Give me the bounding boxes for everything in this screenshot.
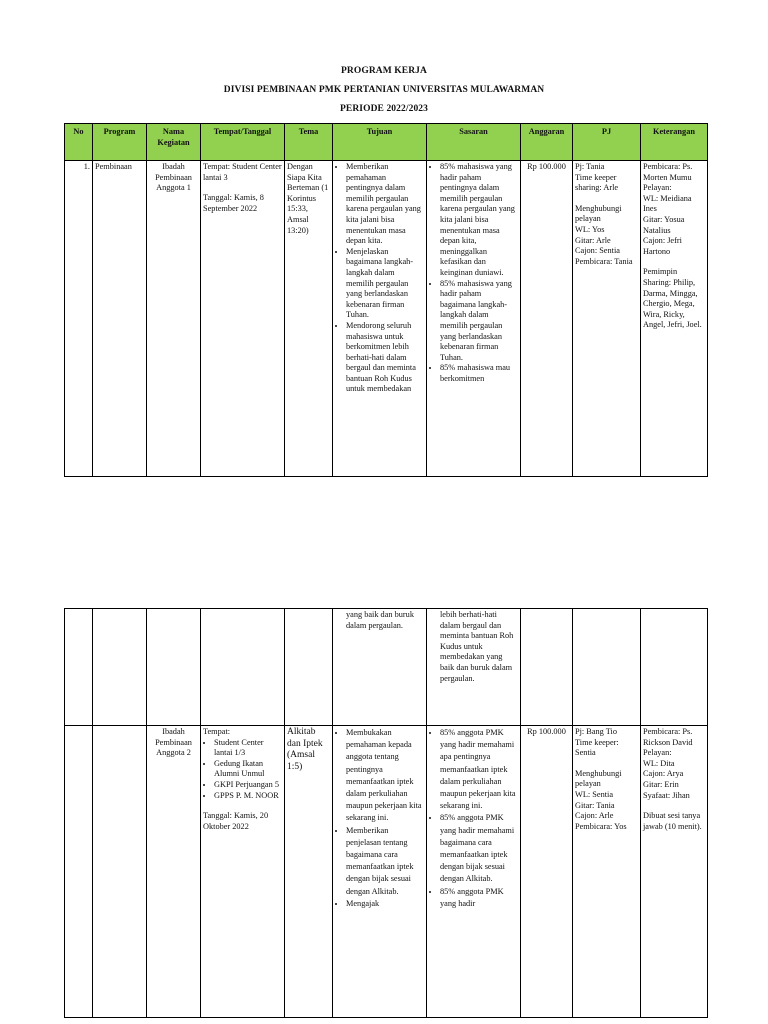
- table-row-continued: [65, 609, 708, 726]
- pj-line: Pembicara: Yos: [575, 821, 627, 831]
- list-item: • 85% mahasiswa yang hadir paham pentingnya dalam memilih pergaulan karena pergaulan yang kita jalani bisa menentukan masa depan kita, meninggalkan kefasikan dan keinginan duniawi.: [440, 162, 518, 279]
- keterangan-line: Dibuat sesi tanya jawab (10 menit).: [643, 811, 702, 831]
- header-tema: Tema: [285, 124, 333, 161]
- list-item: • Menjelaskan bagaimana langkah-langkah dalam memilih pergaulan yang berlandaskan kebenaran firman Tuhan.: [346, 247, 424, 321]
- list-item: • Memberikan pemahaman pentingnya dalam memilih pergaulan karena pergaulan yang kita jalani bisa menentukan masa depan kita.: [346, 162, 424, 247]
- tempat-text: Tempat: Student Center lantai 3: [203, 162, 282, 182]
- cell-pj: [573, 161, 641, 477]
- cell-sasaran: [427, 726, 521, 1018]
- keterangan-line: Pelayan:: [643, 183, 672, 193]
- cell-nama-kegiatan: [147, 609, 201, 726]
- cell-no: 1.: [65, 161, 93, 477]
- cell-nama-kegiatan: Ibadah Pembinaan Anggota 2: [147, 726, 201, 1018]
- list-item: • Membukakan pemahaman kepada anggota tentang pentingnya memanfaatkan iptek dalam perkuliahan maupun pekerjaan kita sekarang ini.: [346, 727, 424, 825]
- pj-line: WL: Yos: [575, 224, 605, 234]
- header-tujuan: Tujuan: [333, 124, 427, 161]
- list-item: • 85% anggota PMK yang hadir memahami apa pentingnya memanfaatkan iptek dalam perkuliahan maupun pekerjaan kita sekarang ini.: [440, 727, 518, 812]
- program-table-page-2: [64, 608, 708, 1018]
- keterangan-line: Cajon: Arya: [643, 769, 684, 779]
- tujuan-list: [335, 727, 424, 910]
- list-item: • 85% mahasiswa mau berkomitmen: [440, 363, 518, 384]
- table-row: [65, 161, 708, 477]
- header-no: No: [65, 124, 93, 161]
- list-item: • Gedung Ikatan Alumni Unmul: [214, 759, 282, 780]
- cell-sasaran: lebih berhati-hati dalam bergaul dan meminta bantuan Roh Kudus untuk membedakan yang baik dan buruk dalam pergaulan.: [427, 609, 521, 726]
- pj-line: Pj: Bang Tio: [575, 727, 617, 736]
- tempat-list: [203, 738, 282, 802]
- cell-program: [93, 726, 147, 1018]
- keterangan-line: Pemimpin Sharing: Philip, Darma, Mingga, Chergio, Mega, Wira, Ricky, Angel, Jefri, Joel.: [643, 267, 702, 330]
- list-item: • Mengajak: [346, 898, 424, 910]
- cell-anggaran: Rp 100.000: [521, 726, 573, 1018]
- pj-line: Gitar: Arle: [575, 235, 611, 245]
- cell-tujuan: [333, 726, 427, 1018]
- list-item: • GKPI Perjuangan 5: [214, 780, 282, 791]
- cell-pj: [573, 609, 641, 726]
- pj-line: Gitar: Tania: [575, 800, 615, 810]
- pj-line: Time keeper: Sentia: [575, 737, 619, 758]
- sasaran-list: [429, 727, 518, 910]
- cell-program: Pembinaan: [93, 161, 147, 477]
- pj-line: Menghubungi pelayan: [575, 203, 622, 224]
- list-item: • 85% anggota PMK yang hadir: [440, 886, 518, 910]
- keterangan-line: Pelayan:: [643, 748, 672, 758]
- list-item: • Student Center lantai 1/3: [214, 738, 282, 759]
- header-program: Program: [93, 124, 147, 161]
- keterangan-line: Gitar: Erin Syafaat: Jihan: [643, 779, 690, 800]
- list-item: • 85% mahasiswa yang hadir paham bagaimana langkah-langkah dalam memilih pergaulan yang berlandaskan kebenaran firman Tuhan.: [440, 279, 518, 364]
- header-keterangan: Keterangan: [641, 124, 708, 161]
- header-row: [65, 124, 708, 161]
- pj-line: Pembicara: Tania: [575, 256, 633, 266]
- pj-line: Menghubungi pelayan: [575, 768, 622, 789]
- tanggal-text: Tanggal: Kamis, 20 Oktober 2022: [203, 811, 269, 831]
- cell-tempat-tanggal: [201, 161, 285, 477]
- list-item: • 85% anggota PMK yang hadir memahami bagaimana cara memanfaatkan iptek dengan bijak sesuai dengan Alkitab.: [440, 812, 518, 885]
- keterangan-line: Gitar: Yosua Natalius: [643, 214, 685, 235]
- header-anggaran: Anggaran: [521, 124, 573, 161]
- keterangan-line: Cajon: Jefri Hartono: [643, 236, 682, 256]
- cell-nama-kegiatan: Ibadah Pembinaan Anggota 1: [147, 161, 201, 477]
- cell-tujuan: yang baik dan buruk dalam pergaulan.: [333, 609, 427, 726]
- cell-keterangan: [641, 609, 708, 726]
- list-item: • Memberikan penjelasan tentang bagaimana cara memanfaatkan iptek dengan bijak sesuai dengan Alkitab.: [346, 825, 424, 898]
- header-pj: PJ: [573, 124, 641, 161]
- tanggal-text: Tanggal: Kamis, 8 September 2022: [203, 193, 264, 213]
- list-item: • Mendorong seluruh mahasiswa untuk berkomitmen lebih berhati-hati dalam bergaul dan meminta bantuan Roh Kudus untuk membedakan: [346, 321, 424, 395]
- pj-line: Cajon: Arle: [575, 811, 614, 821]
- cell-anggaran: Rp 100.000: [521, 161, 573, 477]
- title-divisi: DIVISI PEMBINAAN PMK PERTANIAN UNIVERSITAS MULAWARMAN: [223, 85, 545, 95]
- cell-pj: [573, 726, 641, 1018]
- cell-program: [93, 609, 147, 726]
- cell-keterangan: [641, 726, 708, 1018]
- cell-tempat-tanggal: [201, 609, 285, 726]
- cell-anggaran: [521, 609, 573, 726]
- cell-tempat-tanggal: [201, 726, 285, 1018]
- sasaran-list: [429, 162, 518, 384]
- cell-no: [65, 726, 93, 1018]
- list-item: • GPPS P. M. NOOR: [214, 791, 282, 802]
- header-sasaran: Sasaran: [427, 124, 521, 161]
- tempat-label: Tempat:: [203, 727, 231, 736]
- pj-line: Pj: Tania: [575, 162, 605, 171]
- pj-line: Cajon: Sentia: [575, 246, 620, 256]
- pj-line: Time keeper sharing: Arle: [575, 172, 619, 193]
- cell-no: [65, 609, 93, 726]
- keterangan-line: WL: Meidiana Ines: [643, 193, 692, 214]
- title-periode: PERIODE 2022/2023: [340, 104, 428, 114]
- cell-keterangan: [641, 161, 708, 477]
- keterangan-line: Pembicara: Ps. Rickson David: [643, 727, 693, 747]
- program-table-page-1: [64, 123, 708, 477]
- title-program-kerja: PROGRAM KERJA: [340, 66, 427, 76]
- cell-tema: [285, 609, 333, 726]
- table-row: [65, 726, 708, 1018]
- header-nama-kegiatan: Nama Kegiatan: [147, 124, 201, 161]
- keterangan-line: Pembicara: Ps. Morten Mumu: [643, 162, 693, 182]
- cell-sasaran: [427, 161, 521, 477]
- cell-tema: Dengan Siapa Kita Berteman (1 Korintus 15:33, Amsal 13:20): [285, 161, 333, 477]
- header-tempat-tanggal: Tempat/Tanggal: [201, 124, 285, 161]
- keterangan-line: WL: Dita: [643, 758, 675, 768]
- pj-line: WL: Sentia: [575, 789, 614, 799]
- cell-tujuan: [333, 161, 427, 477]
- tujuan-list: [335, 162, 424, 395]
- cell-tema: Alkitab dan Iptek (Amsal 1:5): [285, 726, 333, 1018]
